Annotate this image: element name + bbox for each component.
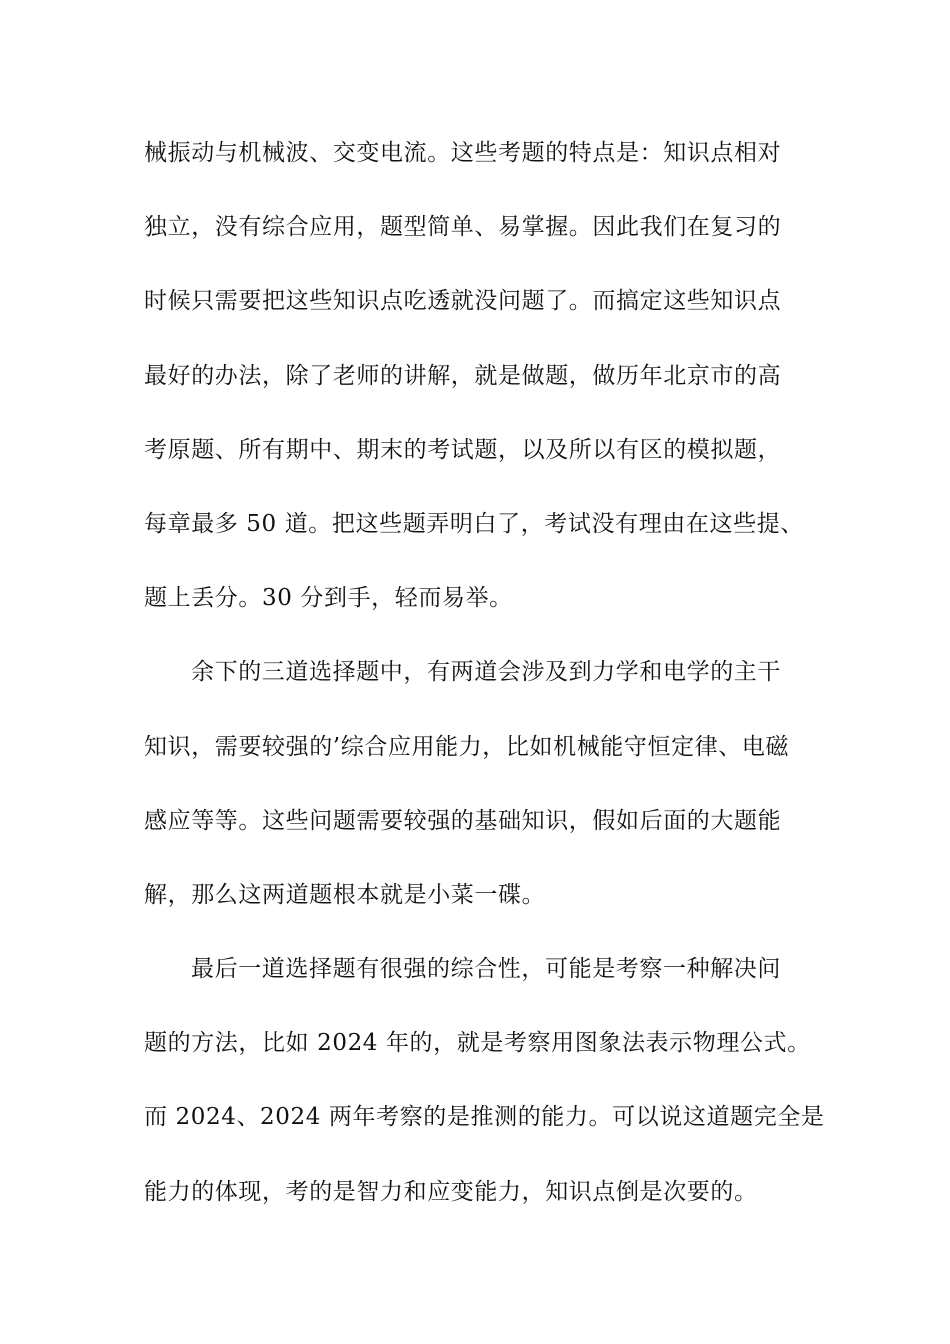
text-line: 知识，需要较强的’综合应用能力，比如机械能守恒定律、电磁 [144,733,790,760]
text-line: 能力的体现，考的是智力和应变能力，知识点倒是次要的。 [144,1178,758,1205]
text-line: 题的方法，比如 2024 年的，就是考察用图象法表示物理公式。 [144,1030,811,1057]
text-line: 械振动与机械波、交变电流。这些考题的特点是：知识点相对 [144,140,782,166]
paragraph-first-line: 余下的三道选择题中，有两道会涉及到力学和电学的主干 [191,659,781,686]
text-line: 考原题、所有期中、期末的考试题，以及所以有区的模拟题， [144,436,782,463]
text-line: 时候只需要把这些知识点吃透就没问题了。而搞定这些知识点 [144,288,782,315]
text-line: 独立，没有综合应用，题型简单、易掌握。因此我们在复习的 [144,214,782,241]
text-line: 而 2024、2024 两年考察的是推测的能力。可以说这道题完全是 [144,1104,825,1131]
text-line: 题上丢分。30 分到手，轻而易举。 [144,585,513,612]
text-line: 解，那么这两道题根本就是小菜一碟。 [144,881,546,908]
text-line: 感应等等。这些问题需要较强的基础知识，假如后面的大题能 [144,807,782,834]
text-line: 最好的办法，除了老师的讲解，就是做题，做历年北京市的高 [144,362,782,389]
paragraph-first-line: 最后一道选择题有很强的综合性，可能是考察一种解决问 [191,956,781,983]
document-body [144,131,825,1244]
text-line: 每章最多 50 道。把这些题弄明白了，考试没有理由在这些提、 [144,510,804,537]
